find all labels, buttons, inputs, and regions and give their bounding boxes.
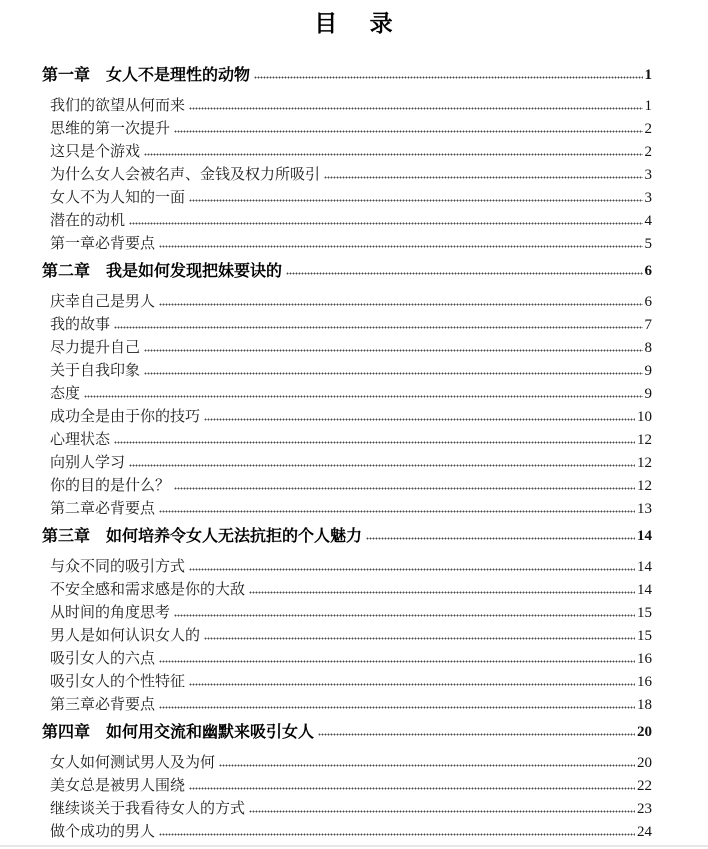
dot-leader <box>366 525 635 548</box>
dot-leader <box>129 210 642 233</box>
chapter-title: 女人不是理性的动物 <box>106 67 251 84</box>
chapter-number: 第一章 <box>42 67 91 84</box>
dot-leader <box>84 383 642 406</box>
toc-item-row <box>42 498 652 521</box>
dot-leader <box>286 260 642 283</box>
toc-item-page-number: 1 <box>644 98 652 114</box>
toc-item-page-number: 12 <box>637 455 652 471</box>
toc-item-label: 与众不同的吸引方式 <box>50 559 186 575</box>
toc-item-row <box>42 556 652 579</box>
toc-item-page-number: 8 <box>644 340 652 356</box>
toc-item-row <box>42 314 652 337</box>
toc-item-label: 第二章必背要点 <box>50 501 156 517</box>
toc-item-page-number: 9 <box>644 386 652 402</box>
dot-leader <box>189 95 642 118</box>
dot-leader <box>254 64 642 87</box>
chapter-page-number: 1 <box>644 67 652 83</box>
toc-item-label: 第三章必背要点 <box>50 697 156 713</box>
toc-item-label: 美女总是被男人围绕 <box>50 778 186 794</box>
toc-item-label: 关于自我印象 <box>50 363 141 379</box>
toc-item-row <box>42 383 652 406</box>
toc-item-label: 不安全感和需求感是你的大敌 <box>50 582 246 598</box>
toc-item-label: 尽力提升自己 <box>50 340 141 356</box>
toc-item-label: 这只是个游戏 <box>50 144 141 160</box>
chapter-number: 第四章 <box>42 724 91 741</box>
toc-item-row <box>42 798 652 821</box>
toc-item-row <box>42 671 652 694</box>
toc-item-row <box>42 602 652 625</box>
toc-chapter-row <box>42 260 652 283</box>
dot-leader <box>204 406 635 429</box>
toc-item-page-number: 9 <box>644 363 652 379</box>
toc-item-page-number: 16 <box>637 674 652 690</box>
dot-leader <box>159 694 635 717</box>
toc-item-row <box>42 579 652 602</box>
page-title: 目 录 <box>314 10 394 36</box>
toc-item-label: 庆幸自己是男人 <box>50 294 156 310</box>
dot-leader <box>189 556 635 579</box>
toc-item-page-number: 18 <box>637 697 652 713</box>
toc-item-page-number: 16 <box>637 651 652 667</box>
toc-item-page-number: 3 <box>644 167 652 183</box>
dot-leader <box>114 429 635 452</box>
chapter-page-number: 14 <box>637 528 652 544</box>
toc-item-page-number: 22 <box>637 778 652 794</box>
toc-item-page-number: 4 <box>644 213 652 229</box>
toc-item-label: 女人不为人知的一面 <box>50 190 186 206</box>
toc-item-page-number: 20 <box>637 755 652 771</box>
dot-leader <box>159 498 635 521</box>
toc-item-row <box>42 233 652 256</box>
toc-item-row <box>42 475 652 498</box>
dot-leader <box>249 579 635 602</box>
toc-item-row <box>42 775 652 798</box>
dot-leader <box>159 821 635 844</box>
dot-leader <box>189 187 642 210</box>
toc-item-row <box>42 164 652 187</box>
toc-item-page-number: 5 <box>644 236 652 252</box>
toc-item-row <box>42 625 652 648</box>
dot-leader <box>144 337 642 360</box>
toc-item-label: 我的故事 <box>50 317 111 333</box>
toc-item-row <box>42 452 652 475</box>
dot-leader <box>189 671 635 694</box>
chapter-title: 如何培养令女人无法抗拒的个人魅力 <box>106 528 363 545</box>
dot-leader <box>249 798 635 821</box>
toc-item-page-number: 6 <box>644 294 652 310</box>
toc-item-label: 你的目的是什么？ <box>50 478 171 494</box>
dot-leader <box>174 118 642 141</box>
toc-item-label: 吸引女人的六点 <box>50 651 156 667</box>
chapter-number: 第二章 <box>42 263 91 280</box>
page-bottom-edge <box>0 845 708 847</box>
toc-item-label: 继续谈关于我看待女人的方式 <box>50 801 246 817</box>
toc-item-page-number: 15 <box>637 605 652 621</box>
dot-leader <box>159 233 642 256</box>
dot-leader <box>324 164 642 187</box>
dot-leader <box>144 141 642 164</box>
dot-leader <box>204 625 635 648</box>
toc-item-label: 第一章必背要点 <box>50 236 156 252</box>
toc-item-label: 我们的欲望从何而来 <box>50 98 186 114</box>
toc-item-page-number: 2 <box>644 121 652 137</box>
toc-item-label: 为什么女人会被名声、金钱及权力所吸引 <box>50 167 321 183</box>
dot-leader <box>219 752 635 775</box>
toc-item-row <box>42 694 652 717</box>
chapter-title: 如何用交流和幽默来吸引女人 <box>106 724 315 741</box>
toc-item-label: 成功全是由于你的技巧 <box>50 409 201 425</box>
toc-list <box>42 64 652 844</box>
toc-item-row <box>42 406 652 429</box>
toc-item-label: 态度 <box>50 386 81 402</box>
toc-item-page-number: 15 <box>637 628 652 644</box>
dot-leader <box>144 360 642 383</box>
toc-item-row <box>42 648 652 671</box>
toc-item-page-number: 12 <box>637 432 652 448</box>
toc-item-row <box>42 95 652 118</box>
toc-item-row <box>42 187 652 210</box>
toc-item-row <box>42 337 652 360</box>
dot-leader <box>129 452 635 475</box>
toc-item-row <box>42 360 652 383</box>
dot-leader <box>174 602 635 625</box>
toc-item-page-number: 12 <box>637 478 652 494</box>
toc-item-row <box>42 210 652 233</box>
chapter-title: 我是如何发现把妹要诀的 <box>106 263 283 280</box>
toc-item-page-number: 2 <box>644 144 652 160</box>
dot-leader <box>174 475 635 498</box>
dot-leader <box>159 648 635 671</box>
toc-item-label: 心理状态 <box>50 432 111 448</box>
toc-item-row <box>42 752 652 775</box>
toc-item-label: 女人如何测试男人及为何 <box>50 755 216 771</box>
toc-chapter-row <box>42 525 652 548</box>
dot-leader <box>159 291 642 314</box>
toc-item-row <box>42 429 652 452</box>
toc-item-page-number: 14 <box>637 582 652 598</box>
toc-item-page-number: 24 <box>637 824 652 840</box>
dot-leader <box>318 721 635 744</box>
toc-item-page-number: 3 <box>644 190 652 206</box>
toc-item-page-number: 14 <box>637 559 652 575</box>
toc-item-row <box>42 291 652 314</box>
toc-item-label: 做个成功的男人 <box>50 824 156 840</box>
chapter-page-number: 6 <box>644 263 652 279</box>
toc-item-page-number: 7 <box>644 317 652 333</box>
toc-chapter-row <box>42 64 652 87</box>
toc-item-label: 吸引女人的个性特征 <box>50 674 186 690</box>
dot-leader <box>114 314 642 337</box>
toc-item-label: 男人是如何认识女人的 <box>50 628 201 644</box>
dot-leader <box>189 775 635 798</box>
toc-item-label: 从时间的角度思考 <box>50 605 171 621</box>
toc-item-page-number: 10 <box>637 409 652 425</box>
toc-item-row <box>42 141 652 164</box>
toc-item-page-number: 13 <box>637 501 652 517</box>
toc-item-label: 思维的第一次提升 <box>50 121 171 137</box>
toc-item-row <box>42 118 652 141</box>
toc-item-row <box>42 821 652 844</box>
chapter-page-number: 20 <box>637 724 652 740</box>
toc-item-label: 向别人学习 <box>50 455 126 471</box>
toc-item-label: 潜在的动机 <box>50 213 126 229</box>
chapter-number: 第三章 <box>42 528 91 545</box>
toc-item-page-number: 23 <box>637 801 652 817</box>
toc-chapter-row <box>42 721 652 744</box>
